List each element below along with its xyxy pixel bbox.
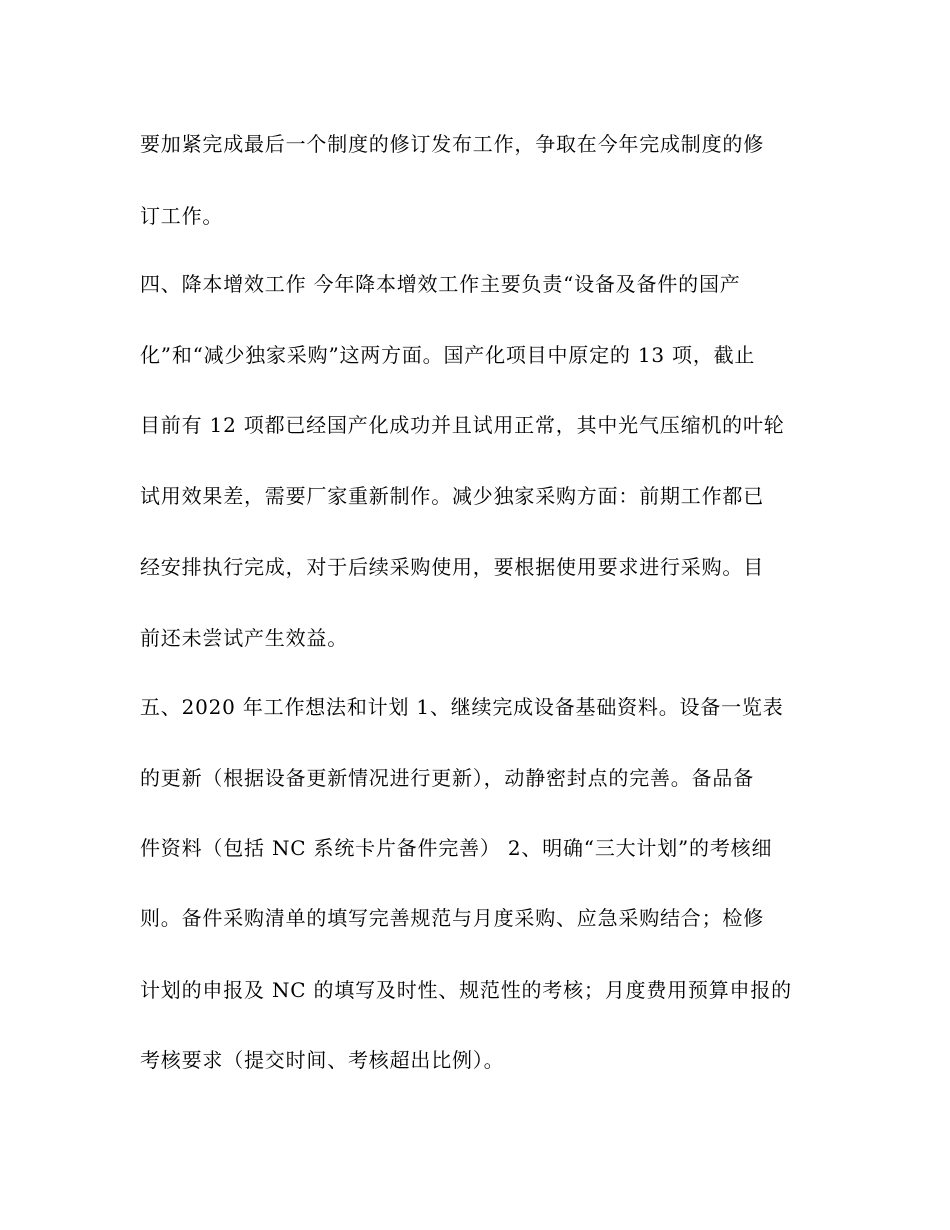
text-line: 的更新（根据设备更新情况进行更新），动静密封点的完善。备品备 — [140, 766, 754, 790]
section-heading-line: 四、降本增效工作 今年降本增效工作主要负责“设备及备件的国产 — [140, 272, 741, 296]
text-line: 要加紧完成最后一个制度的修订发布工作，争取在今年完成制度的修 — [140, 132, 764, 156]
text-line: 订工作。 — [140, 204, 224, 228]
text-line: 考核要求（提交时间、考核超出比例）。 — [140, 1048, 505, 1072]
text-line: 试用效果差，需要厂家重新制作。减少独家采购方面：前期工作都已 — [140, 484, 764, 508]
text-line: 计划的申报及 NC 的填写及时性、规范性的考核；月度费用预算申报的 — [140, 978, 792, 1002]
section-heading-line: 五、2020 年工作想法和计划 1、继续完成设备基础资料。设备一览表 — [140, 695, 784, 719]
text-line: 化”和“减少独家采购”这两方面。国产化项目中原定的 13 项，截止 — [140, 343, 756, 367]
text-line: 则。备件采购清单的填写完善规范与月度采购、应急采购结合；检修 — [140, 906, 764, 930]
text-line: 经安排执行完成，对于后续采购使用，要根据使用要求进行采购。目 — [140, 555, 764, 579]
text-line: 件资料（包括 NC 系统卡片备件完善） 2、明确“三大计划”的考核细 — [140, 836, 773, 860]
text-line: 目前有 12 项都已经国产化成功并且试用正常，其中光气压缩机的叶轮 — [140, 413, 785, 437]
text-line: 前还未尝试产生效益。 — [140, 626, 348, 650]
